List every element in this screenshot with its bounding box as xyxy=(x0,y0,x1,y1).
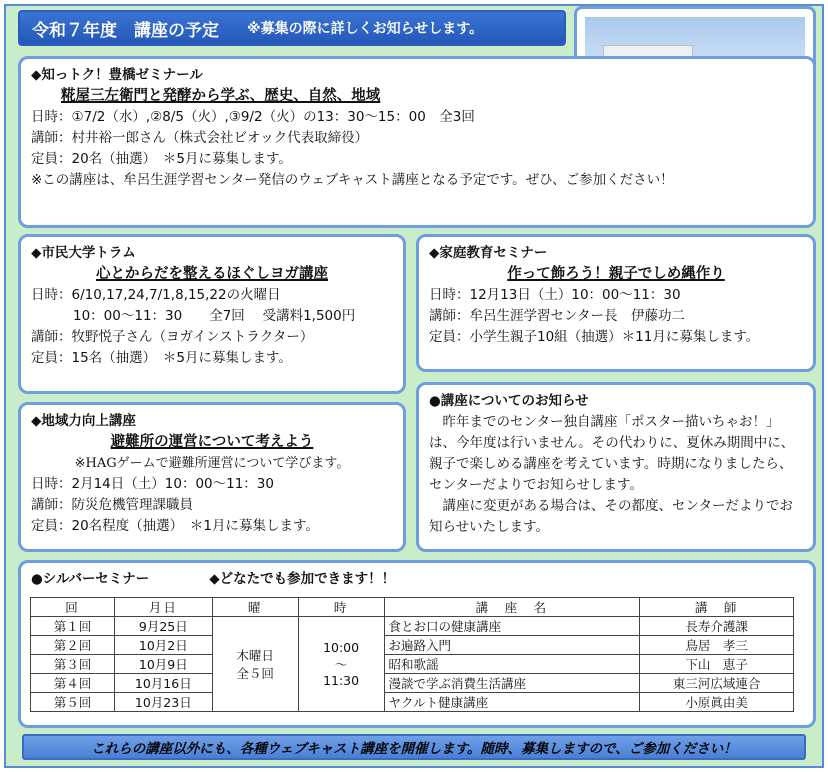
session-date: 10月16日 xyxy=(114,674,212,693)
seminar-title: 糀屋三左衛門と発酵から学ぶ、歴史、自然、地域 xyxy=(61,88,381,104)
silver-schedule-table xyxy=(30,597,794,712)
session-date: 10月23日 xyxy=(114,693,212,712)
seminar-title: 避難所の運営について考えよう xyxy=(110,434,314,450)
table-header-row xyxy=(31,598,794,617)
seminar-title: 作って飾ろう！親子でしめ縄作り xyxy=(507,266,725,282)
column-header: 講 師 xyxy=(640,598,794,617)
seminar-date: 日時：12月13日（土）10：00～11：30 xyxy=(429,287,681,303)
silver-subtitle: ◆どなたでも参加できます！！ xyxy=(209,571,396,587)
course-name: 漫談で学ぶ消費生活講座 xyxy=(384,674,640,693)
day-label: 木曜日 xyxy=(236,648,274,663)
session-time xyxy=(298,617,384,712)
notice-card xyxy=(416,382,816,552)
notice-paragraph-1: 昨年までのセンター独自講座「ポスター描いちゃお！」は、今年度は行いません。その代わりに、夏休み期間中に、親子で楽しめる講座を考えています。時期になりましたら、センターだよりでお知らせします。 xyxy=(429,414,795,493)
table-row xyxy=(31,693,794,712)
course-name: ヤクルト健康講座 xyxy=(384,693,640,712)
column-header: 講 座 名 xyxy=(384,598,640,617)
course-lecturer: 下山 恵子 xyxy=(640,655,794,674)
silver-title: ●シルバーセミナー xyxy=(31,571,150,587)
column-header: 月日 xyxy=(114,598,212,617)
course-lecturer: 小原眞由美 xyxy=(640,693,794,712)
header-note: ※募集の際に詳しくお知らせします。 xyxy=(247,21,484,37)
session-date: 9月25日 xyxy=(114,617,212,636)
seminar-date: 日時：①7/2（水）,②8/5（火）,③9/2（火）の13：30～15：00 全3回 xyxy=(31,109,475,125)
seminar-lecturer: 講師：牧野悦子さん（ヨガインストラクター） xyxy=(31,329,314,345)
time-separator: ～ xyxy=(334,657,348,672)
column-header: 回 xyxy=(31,598,115,617)
seminar-capacity: 定員：15名（抽選） ＊5月に募集します。 xyxy=(31,350,292,366)
seminar-category: ◆地域力向上講座 xyxy=(31,413,136,429)
time-start: 10:00 xyxy=(323,640,360,655)
session-number: 第３回 xyxy=(31,655,115,674)
seminar-category: ◆知っトク！豊橋ゼミナール xyxy=(31,67,203,83)
table-row xyxy=(31,655,794,674)
session-date: 10月9日 xyxy=(114,655,212,674)
session-day xyxy=(212,617,298,712)
course-name: 昭和歌謡 xyxy=(384,655,640,674)
session-number: 第１回 xyxy=(31,617,115,636)
course-name: お遍路入門 xyxy=(384,636,640,655)
session-number: 第５回 xyxy=(31,693,115,712)
time-end: 11:30 xyxy=(323,673,360,688)
seminar-subtitle: ※HAGゲームで避難所運営について学びます。 xyxy=(74,456,350,471)
seminar-capacity: 定員：20名程度（抽選） ＊1月に募集します。 xyxy=(31,518,319,534)
table-row xyxy=(31,617,794,636)
seminar-note: ※この講座は、牟呂生涯学習センター発信のウェブキャスト講座となる予定です。ぜひ、ご参加ください！ xyxy=(31,172,674,188)
table-row xyxy=(31,636,794,655)
page-title: 令和７年度 講座の予定 xyxy=(32,20,219,41)
notice-paragraph-2: 講座に変更がある場合は、その都度、センターだよりでお知らせいたします。 xyxy=(429,498,793,535)
course-lecturer: 東三河広域連合 xyxy=(640,674,794,693)
seminar-lecturer: 講師：牟呂生涯学習センター長 伊藤功二 xyxy=(429,308,685,324)
seminar-evacuation-card xyxy=(18,402,406,552)
session-date: 10月2日 xyxy=(114,636,212,655)
course-lecturer: 長寿介護課 xyxy=(640,617,794,636)
page-header xyxy=(18,10,566,46)
seminar-date: 日時：6/10,17,24,7/1,8,15,22の火曜日 xyxy=(31,287,281,303)
column-header: 時 xyxy=(298,598,384,617)
seminar-capacity: 定員：20名（抽選） ＊5月に募集します。 xyxy=(31,151,292,167)
seminar-yoga-card xyxy=(18,234,406,394)
seminar-time: 10：00～11：30 全7回 受講料1,500円 xyxy=(73,308,356,324)
seminar-shimenawa-card xyxy=(416,234,816,372)
seminar-toyohashi-card xyxy=(18,56,816,228)
table-row xyxy=(31,674,794,693)
course-lecturer: 鳥居 孝三 xyxy=(640,636,794,655)
course-name: 食とお口の健康講座 xyxy=(384,617,640,636)
session-number: 第４回 xyxy=(31,674,115,693)
seminar-lecturer: 講師：村井裕一郎さん（株式会社ビオック代表取締役） xyxy=(31,130,369,146)
footer-banner: これらの講座以外にも、各種ウェブキャスト講座を開催します。随時、募集しますので、ご参加ください！ xyxy=(22,734,806,760)
seminar-capacity: 定員：小学生親子10組（抽選）＊11月に募集します。 xyxy=(429,329,760,345)
session-number: 第２回 xyxy=(31,636,115,655)
seminar-date: 日時：2月14日（土）10：00～11：30 xyxy=(31,476,274,492)
seminar-category: ◆家庭教育セミナー xyxy=(429,245,548,261)
column-header: 曜 xyxy=(212,598,298,617)
seminar-title: 心とからだを整えるほぐしヨガ講座 xyxy=(96,266,328,282)
day-count: 全５回 xyxy=(236,666,274,681)
seminar-lecturer: 講師：防災危機管理課職員 xyxy=(31,497,193,513)
seminar-category: ◆市民大学トラム xyxy=(31,245,136,261)
notice-title: ●講座についてのお知らせ xyxy=(429,393,589,409)
